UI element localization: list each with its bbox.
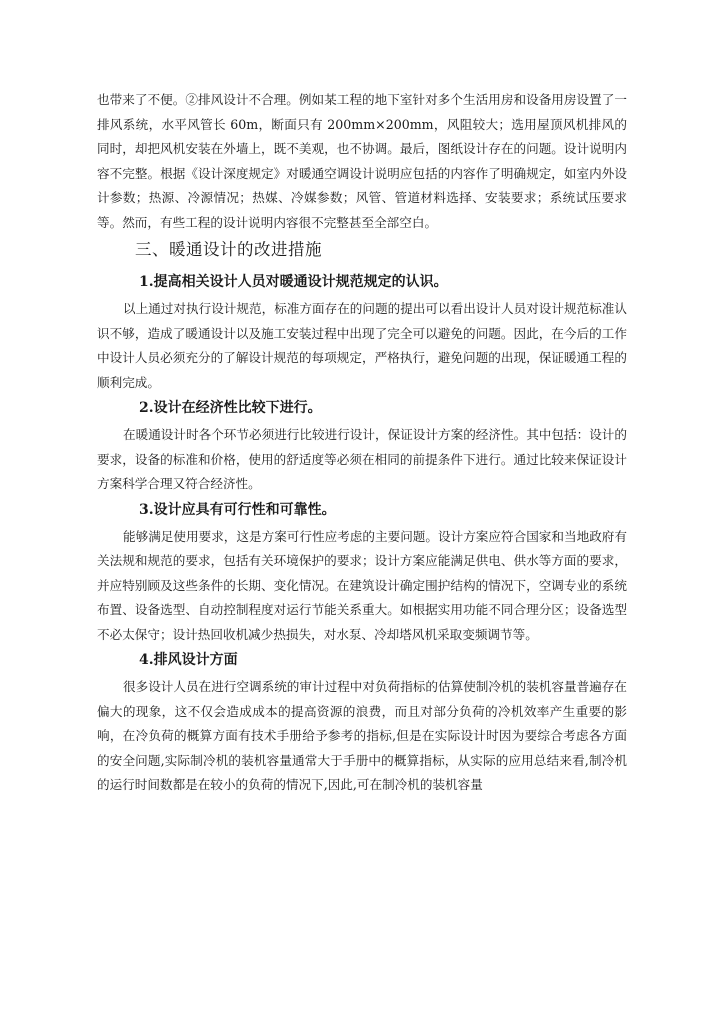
subsection-3-heading: 3.设计应具有可行性和可靠性。 — [139, 501, 336, 518]
subsection-2-heading: 2.设计在经济性比较下进行。 — [139, 400, 322, 416]
subsection-2-paragraph: 在暖通设计时各个环节必须进行比较进行设计，保证设计方案的经济性。其中包括：设计的要求，设备的标准和价格，使用的舒适度等必须在相同的前提条件下进行。通过比较来保证设计方案科学合理又符合经济性。 — [97, 427, 627, 491]
subsection-1-paragraph: 以上通过对执行设计规范，标准方面存在的问题的提出可以看出设计人员对设计规范标准认识不够，造成了暖通设计以及施工安装过程中出现了完全可以避免的问题。因此，在今后的工作中设计人员必须充分的了解设计规范的每项规定，严格执行，避免问题的出现，保证暖通工程的顺利完成。 — [97, 301, 627, 390]
subsection-1-heading: 1.提高相关设计人员对暖通设计规范规定的认识。 — [139, 274, 448, 290]
subsection-4-paragraph: 很多设计人员在进行空调系统的审计过程中对负荷指标的估算使制冷机的装机容量普遍存在偏大的现象，这不仅会造成成本的提高资源的浪费，而且对部分负荷的冷机效率产生重要的影响，在冷负荷的概算方面有技术手册给予参考的指标,但是在实际设计时因为要综合考虑各方面的安全问题,实际制冷机的装机容量通常大于手册中的概算指标，从实际的应用总结来看,制冷机的运行时间数都是在较小的负荷的情况下,因此,可在制冷机的装机容量 — [97, 679, 627, 792]
subsection-4-heading: 4.排风设计方面 — [139, 652, 238, 668]
subsection-3-paragraph: 能够满足使用要求，这是方案可行性应考虑的主要问题。设计方案应符合国家和当地政府有关法规和规范的要求，包括有关环境保护的要求；设计方案应能满足供电、供水等方面的要求，并应特别顾及这些条件的长期、变化情况。在建筑设计确定围护结构的情况下，空调专业的系统布置、设备选型、自动控制程度对运行节能关系重大。如根据实用功能不同合理分区；设备选型不必太保守；设计热回收机减少热损失，对水泵、冷却塔风机采取变频调节等。 — [97, 528, 627, 642]
section-heading: 三、暖通设计的改进措施 — [135, 240, 322, 259]
document-page — [97, 88, 627, 798]
intro-paragraph: 也带来了不便。②排风设计不合理。例如某工程的地下室针对多个生活用房和设备用房设置了一排风系统，水平风管长 60m，断面只有 200mm×200mm，风阻较大；选用屋顶风机排风的同时，却把风机安装在外墙上，既不美观，也不协调。最后，图纸设计存在的问题。设计说明内容不完整。根据《设计深度规定》对暖通空调设计说明应包括的内容作了明确规定，如室内外设计参数；热源、冷源情况；热媒、冷媒参数；风管、管道材料选择、安装要求；系统试压要求等。然而，有些工程的设计说明内容很不完整甚至全部空白。 — [97, 92, 627, 230]
